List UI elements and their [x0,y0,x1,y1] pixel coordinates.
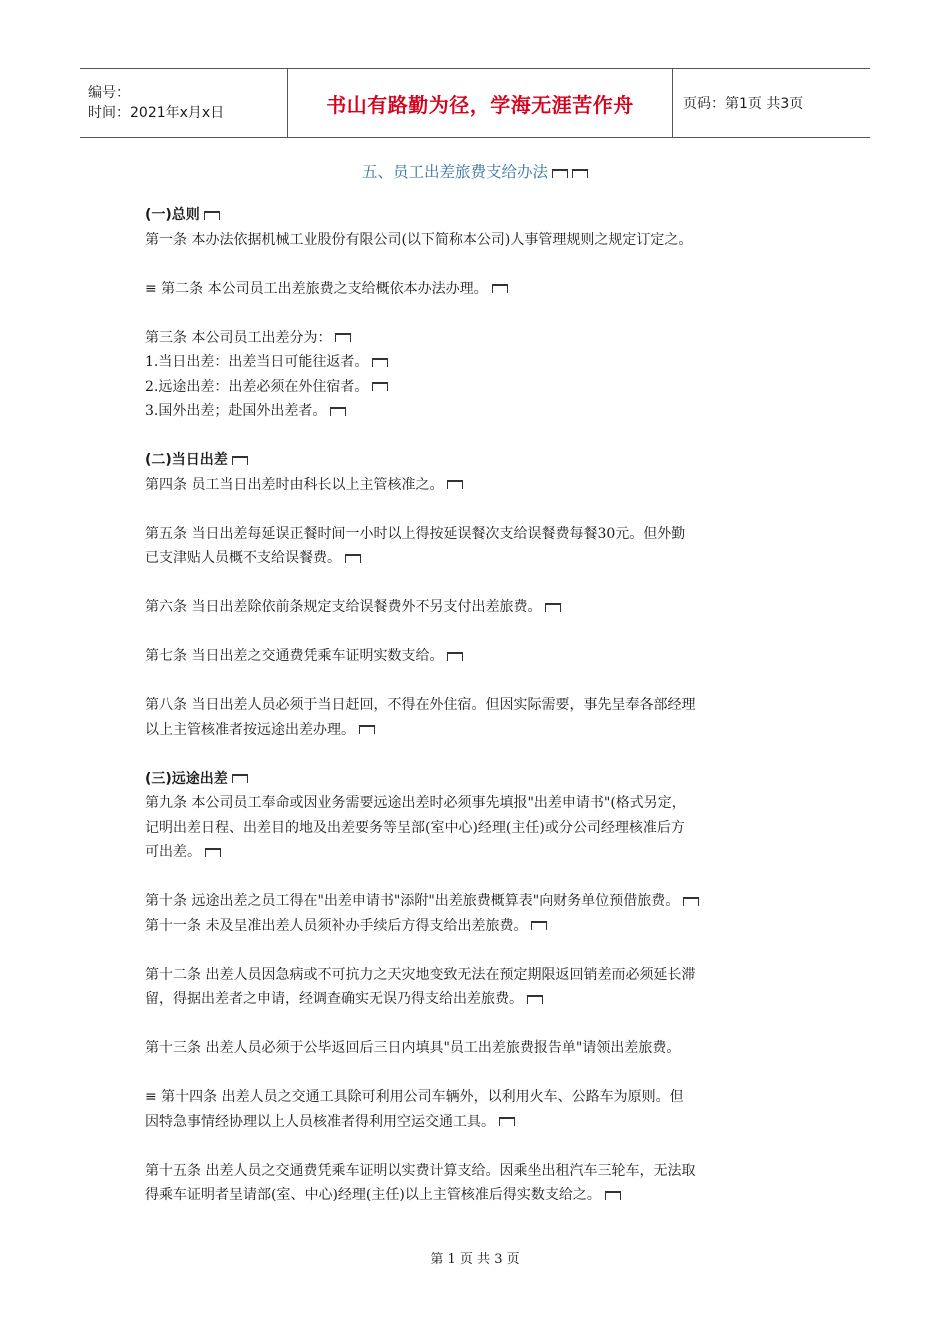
article-line: 第十一条 未及呈准出差人员须补办手续后方得支给出差旅费。 [145,914,825,939]
article-line: 可出差。 [145,840,825,865]
section-heading: (一)总则 [145,203,825,228]
article-line: 第五条 当日出差每延误正餐时间一小时以上得按延误餐次支给误餐费每餐30元。但外勤 [145,525,686,542]
article-line: 已支津贴人员概不支给误餐费。 [145,546,825,571]
article-line: 第一条 本办法依据机械工业股份有限公司(以下简称本公司)人事管理规则之规定订定之。 [145,231,693,248]
paragraph-mark-icon [232,774,248,783]
article-line: 留，得据出差者之申请，经调查确实无误乃得支给出差旅费。 [145,987,825,1012]
article-line: 第四条 员工当日出差时由科长以上主管核准之。 [145,473,825,498]
code-label: 编号： [88,85,130,101]
article-line: 因特急事情经协理以上人员核准者得利用空运交通工具。 [145,1110,825,1135]
paragraph-mark-icon [492,284,508,293]
paragraph-mark-icon [447,652,463,661]
list-item: 1.当日出差：出差当日可能往返者。 [145,350,825,375]
article-line: 第六条 当日出差除依前条规定支给误餐费外不另支付出差旅费。 [145,595,825,620]
page-footer: 第 1 页 共 3 页 [430,1252,520,1267]
paragraph-mark-icon [447,480,463,489]
article-line: 得乘车证明者呈请部(室、中心)经理(主任)以上主管核准后得实数支给之。 [145,1183,825,1208]
time-label: 时间：2021年x月x日 [88,105,225,121]
page-info: 页码：第1页 共3页 [683,96,804,112]
list-item: 2.远途出差：出差必须在外住宿者。 [145,375,825,400]
article-line: ≡ 第十四条 出差人员之交通工具除可利用公司车辆外，以利用火车、公路车为原则。但 [145,1089,684,1105]
paragraph-mark-icon [527,995,543,1004]
header-motto-cell [288,69,673,137]
header-table [80,68,870,138]
header-meta [80,69,288,137]
paragraph-mark-icon [605,1191,621,1200]
paragraph-mark-icon [345,554,361,563]
paragraph-mark-icon [572,169,588,178]
article-line: ≡ 第二条 本公司员工出差旅费之支给概依本办法办理。 [145,277,825,302]
article-line: 第十二条 出差人员因急病或不可抗力之天灾地变致无法在预定期限返回销差而必须延长滞 [145,966,696,983]
paragraph-mark-icon [232,456,248,465]
paragraph-mark-icon [372,382,388,391]
paragraph-mark-icon [552,169,568,178]
article-line: 第十条 远途出差之员工得在"出差申请书"添附"出差旅费概算表"向财务单位预借旅费。 [145,889,825,914]
section-heading: (三)远途出差 [145,767,825,792]
paragraph-mark-icon [335,333,351,342]
list-item: 3.国外出差；赴国外出差者。 [145,399,825,424]
paragraph-mark-icon [372,358,388,367]
paragraph-mark-icon [205,848,221,857]
section-heading: (二)当日出差 [145,448,825,473]
article-line: 记明出差日程、出差目的地及出差要务等呈部(室中心)经理(主任)或分公司经理核准后方 [145,819,685,836]
document-body [145,203,825,1208]
article-line: 第八条 当日出差人员必须于当日赶回，不得在外住宿。但因实际需要，事先呈奉各部经理 [145,697,696,713]
motto: 书山有路勤为径，学海无涯苦作舟 [326,92,634,117]
article-line: 第七条 当日出差之交通费凭乘车证明实数支给。 [145,644,825,669]
paragraph-mark-icon [531,921,547,930]
article-line: 第十五条 出差人员之交通费凭乘车证明以实费计算支给。因乘坐出租汽车三轮车，无法取 [145,1162,696,1179]
paragraph-mark-icon [330,407,346,416]
paragraph-mark-icon [499,1117,515,1126]
paragraph-mark-icon [683,897,699,906]
title-text: 五、员工出差旅费支给办法 [361,163,548,181]
paragraph-mark-icon [359,725,375,734]
article-line: 第十三条 出差人员必须于公毕返回后三日内填具"员工出差旅费报告单"请领出差旅费。 [145,1040,681,1056]
paragraph-mark-icon [204,211,220,220]
article-line: 第九条 本公司员工奉命或因业务需要远途出差时必须事先填报"出差申请书"(格式另定， [145,795,686,811]
document-title [0,160,950,182]
article-line: 第三条 本公司员工出差分为： [145,326,825,351]
paragraph-mark-icon [545,603,561,612]
article-line: 以上主管核准者按远途出差办理。 [145,718,825,743]
header-page-cell [673,69,870,137]
